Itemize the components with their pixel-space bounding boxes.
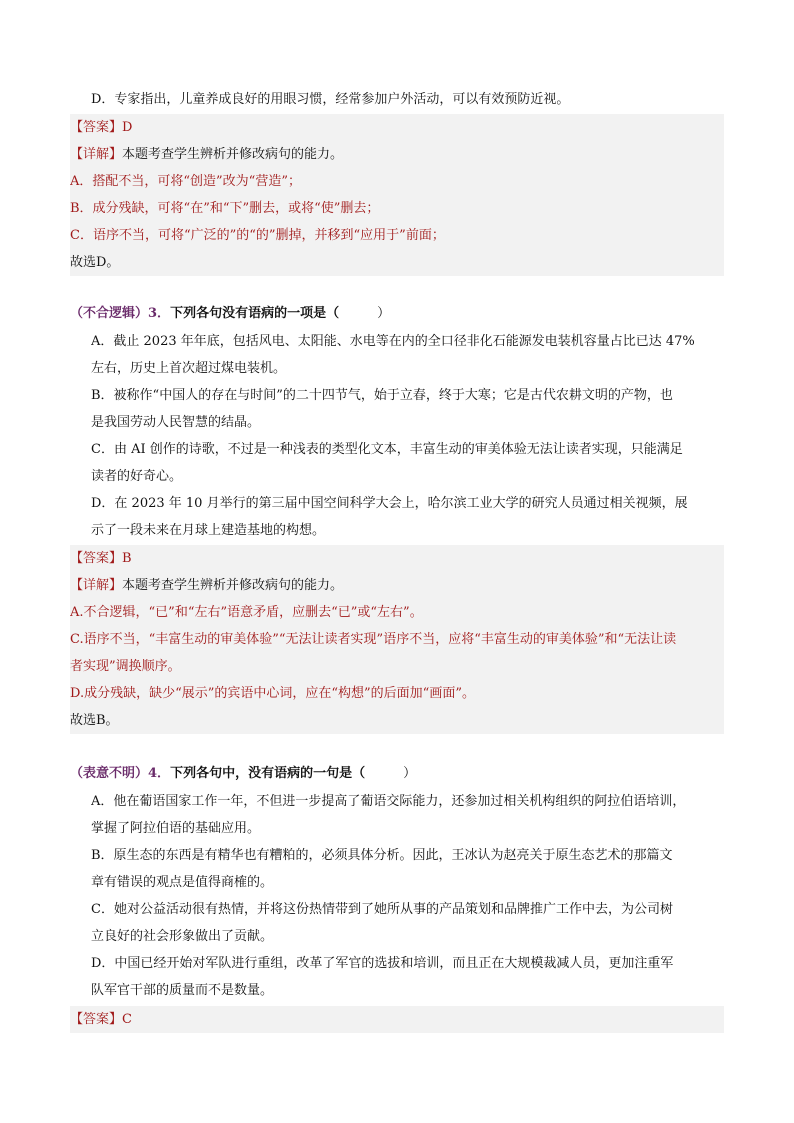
q3-option-line: D．在 2023 年 10 月举行的第三届中国空间科学大会上，哈尔滨工业大学的研究人员通过相关视频，展 [91, 496, 688, 511]
detail-tag: 【详解】 [70, 147, 123, 162]
detail-line: B．成分残缺，可将“在”和“下”删去，或将“使”删去； [70, 195, 724, 222]
question-3-text: 下列各句没有语病的一项是（ [170, 306, 340, 321]
detail-row [70, 141, 724, 168]
q3-conclusion: 故选B。 [70, 707, 724, 734]
q3-detail-row [70, 572, 724, 599]
q3-detail-line: 者实现”调换顺序。 [70, 653, 724, 680]
q3-detail-line: D.成分残缺，缺少“展示”的宾语中心词，应在“构想”的后面加“画面”。 [70, 680, 724, 707]
q3-option-line: B．被称作“中国人的存在与时间”的二十四节气，始于立春，终于大寒；它是古代农耕文明的产物，也 [91, 388, 673, 403]
detail-line: A．搭配不当，可将“创造”改为“营造”； [70, 168, 724, 195]
q3-answer-tag: 【答案】 [70, 551, 123, 566]
q4-answer-row [70, 1006, 724, 1033]
question-3-tag: （不合逻辑） [70, 306, 149, 321]
q4-option-line: 掌握了阿拉伯语的基础应用。 [91, 821, 261, 836]
q3-detail-line: C.语序不当，“丰富生动的审美体验”“无法让读者实现”语序不当，应将“丰富生动的审美体验”和“无法让读 [70, 626, 724, 653]
q3-option-line: 读者的好奇心。 [91, 469, 183, 484]
question-4-text: 下列各句中，没有语病的一句是（ [170, 766, 366, 781]
q4-option-line: 队军官干部的质量而不是数量。 [91, 983, 274, 998]
question-4-tag: （表意不明） [70, 766, 149, 781]
q4-option-line: C．她对公益活动很有热情，并将这份热情带到了她所从事的产品策划和品牌推广工作中去，为公司树 [91, 902, 673, 917]
question-4-stem [70, 760, 724, 787]
q3-detail-line: A.不合逻辑，“已”和“左右”语意矛盾，应删去“已”或“左右”。 [70, 599, 724, 626]
detail-line: C．语序不当，可将“广泛的”的“的”删掉，并移到“应用于”前面； [70, 222, 724, 249]
question-3-stem [70, 300, 724, 327]
q3-detail-intro: 本题考查学生辨析并修改病句的能力。 [122, 578, 344, 593]
q3-option-line: A．截止 2023 年年底，包括风电、太阳能、水电等在内的全口径非化石能源发电装机容量占比已达 47% [91, 334, 695, 349]
q3-answer-value: B [122, 551, 132, 566]
detail-intro: 本题考查学生辨析并修改病句的能力。 [122, 147, 344, 162]
answer-value: D [122, 120, 133, 135]
q4-option-line: 立良好的社会形象做出了贡献。 [91, 929, 274, 944]
q3-answer-row [70, 545, 724, 572]
question-4-paren-close: ） [403, 766, 417, 781]
q3-option-line: C．由 AI 创作的诗歌，不过是一种浅表的类型化文本，丰富生动的审美体验无法让读者实现，只能满足 [91, 442, 683, 457]
q3-option-line: 左右，历史上首次超过煤电装机。 [91, 361, 287, 376]
answer-row [70, 114, 724, 141]
q3-detail-tag: 【详解】 [70, 578, 123, 593]
conclusion: 故选D。 [70, 249, 724, 276]
q4-option-line: D．中国已经开始对军队进行重组，改革了军官的选拔和培训，而且正在大规模裁减人员，更加注重军 [91, 956, 674, 971]
q3-option-line: 示了一段未来在月球上建造基地的构想。 [91, 523, 326, 538]
q4-option-line: B．原生态的东西是有精华也有糟粕的，必须具体分析。因此，王冰认为赵亮关于原生态艺术的那篇文 [91, 848, 673, 863]
q4-option-line: 章有错误的观点是值得商榷的。 [91, 875, 274, 890]
q4-answer-tag: 【答案】 [70, 1012, 123, 1027]
question-4-number: 4． [148, 766, 171, 781]
option-d: D．专家指出，儿童养成良好的用眼习惯，经常参加户外活动，可以有效预防近视。 [91, 92, 570, 107]
q4-option-line: A．他在葡语国家工作一年，不但进一步提高了葡语交际能力，还参加过相关机构组织的阿拉伯语培训， [91, 794, 686, 809]
answer-tag: 【答案】 [70, 120, 123, 135]
question-3-paren-close: ） [377, 306, 391, 321]
question-3-number: 3． [148, 306, 171, 321]
q3-option-line: 是我国劳动人民智慧的结晶。 [91, 415, 261, 430]
q4-answer-value: C [122, 1012, 132, 1027]
